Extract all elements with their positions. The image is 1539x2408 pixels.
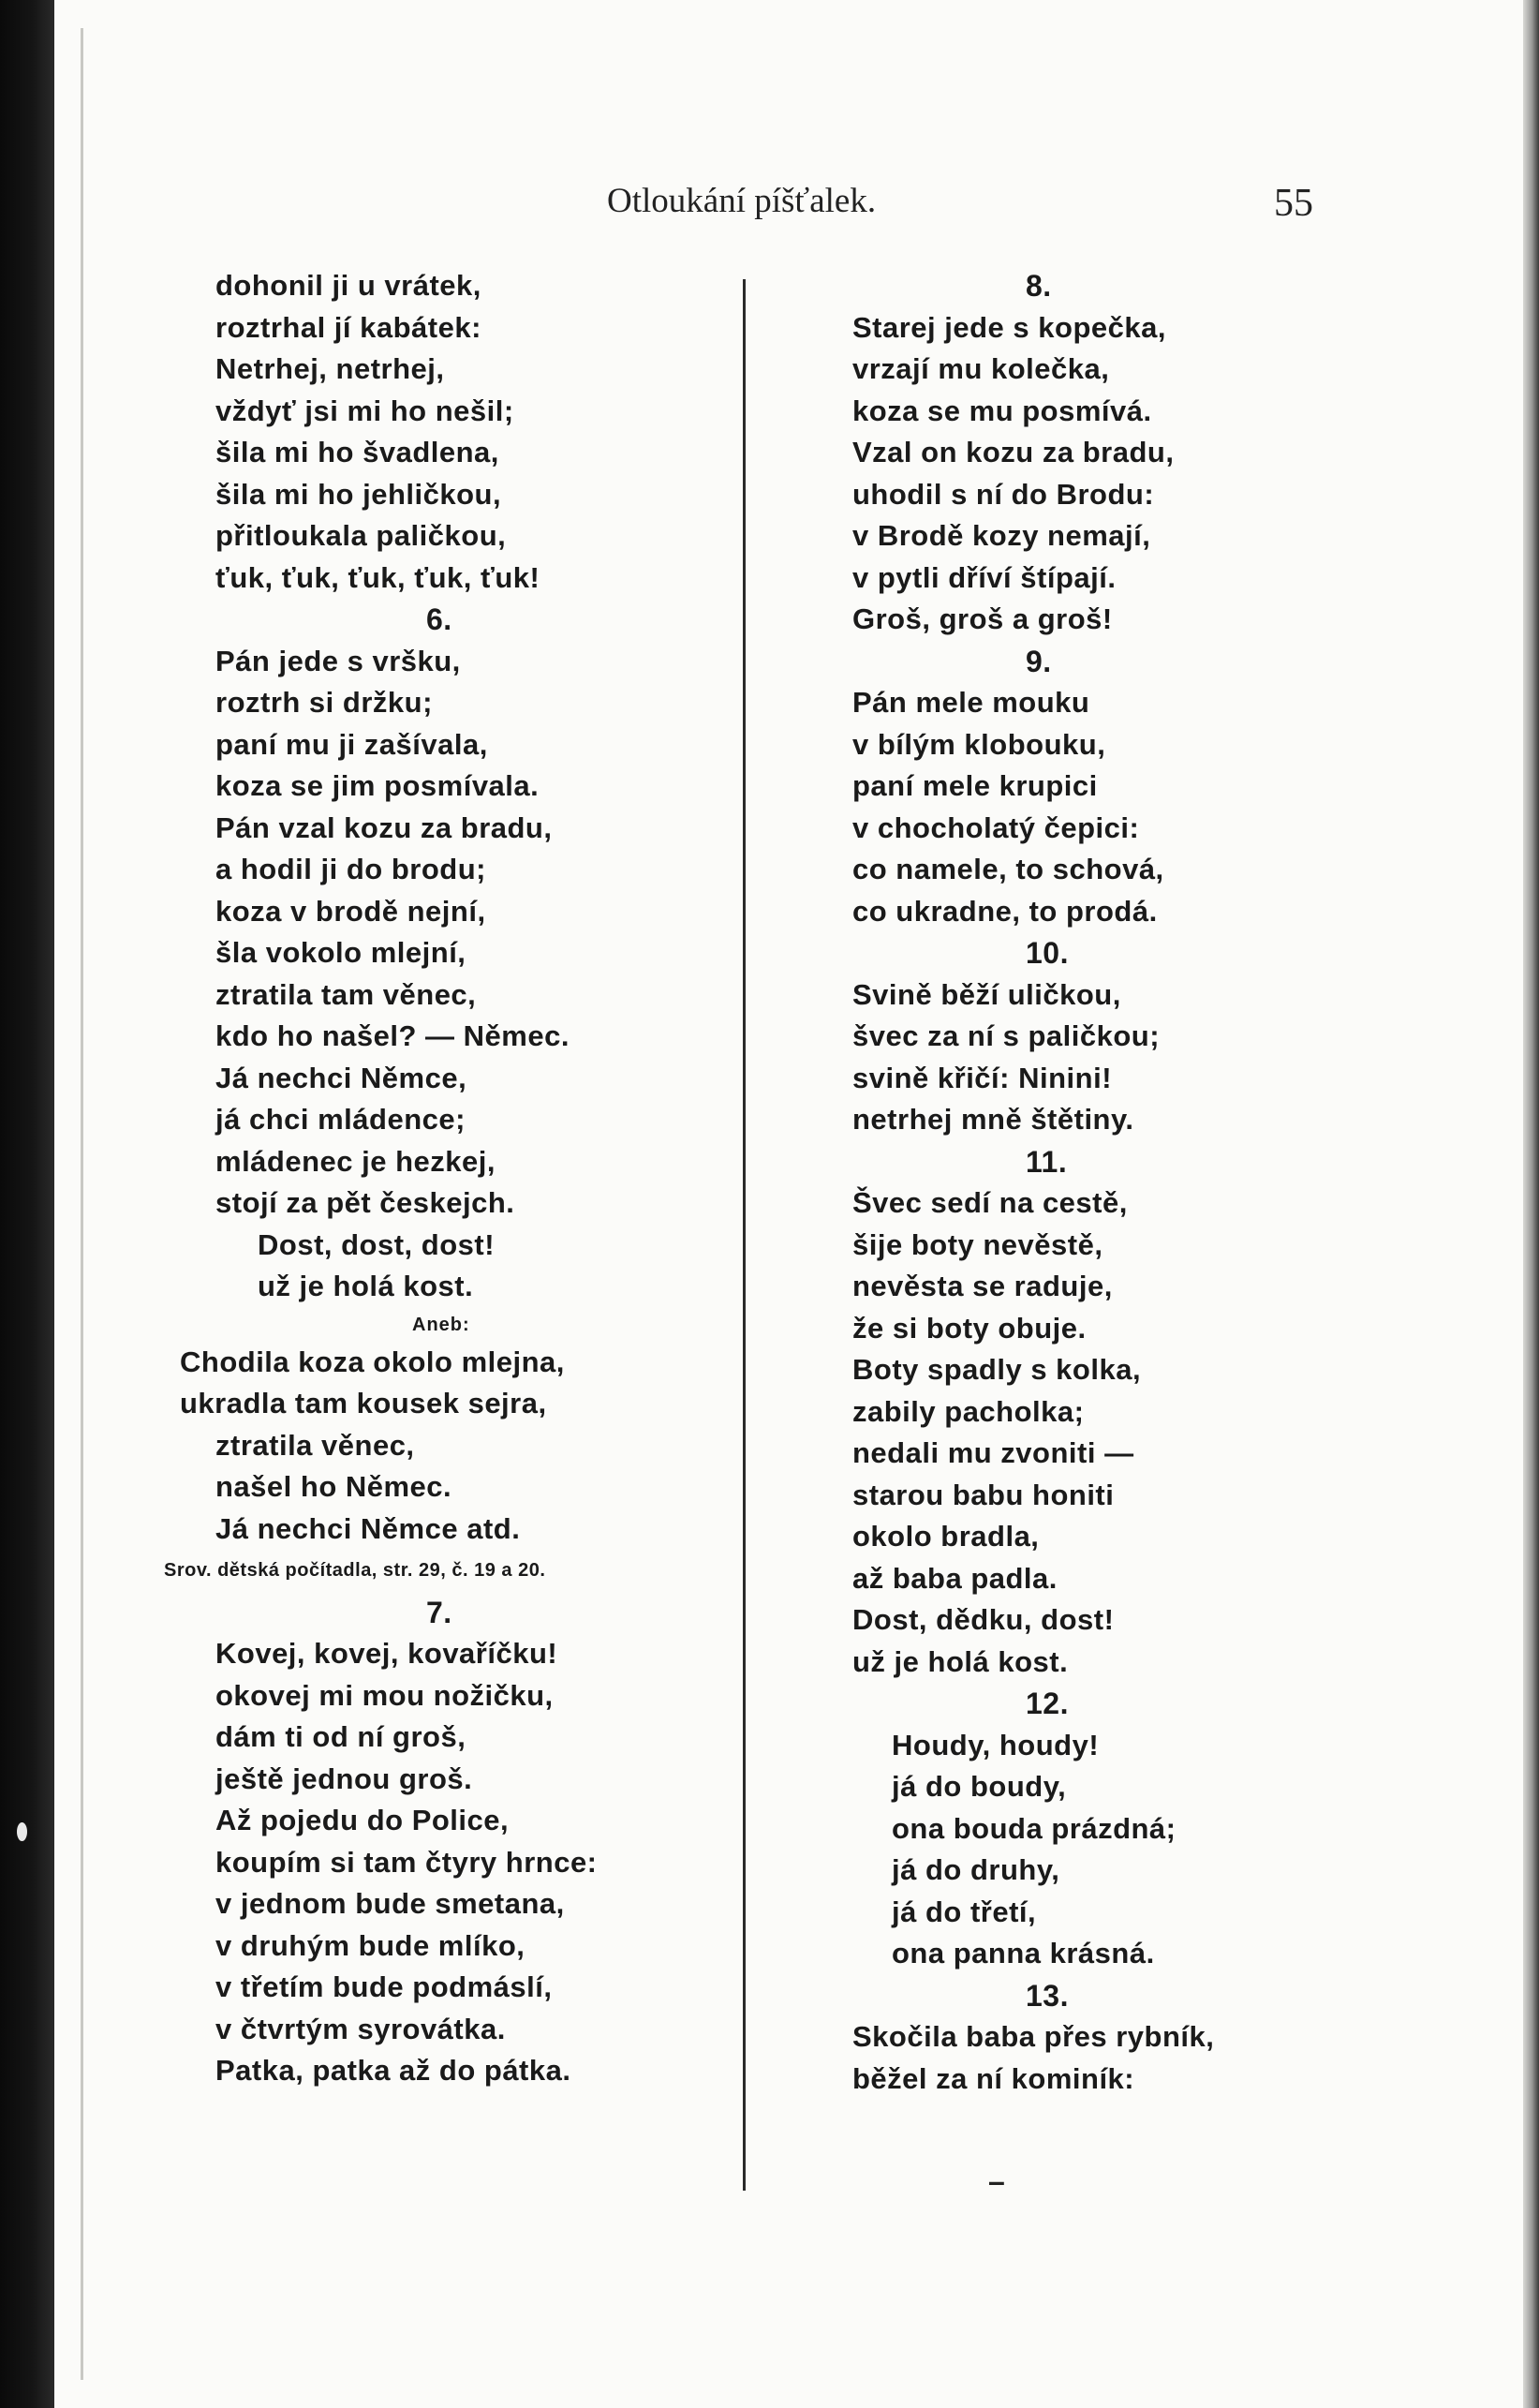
verse-line: šila mi ho švadlena, xyxy=(215,436,499,468)
verse-line: v třetím bude podmáslí, xyxy=(215,1970,553,2003)
verse-line: našel ho Němec. xyxy=(215,1470,452,1503)
verse-line: stojí za pět českejch. xyxy=(215,1186,515,1219)
verse-line: ona bouda prázdná; xyxy=(892,1811,1176,1845)
verse-line: roztrhal jí kabátek: xyxy=(215,310,481,344)
verse-line: šila mi ho jehličkou, xyxy=(215,477,502,511)
stanza-number: 8. xyxy=(1026,269,1052,303)
book-spine-shadow xyxy=(0,0,54,2408)
running-header-title: Otloukání píšťalek. xyxy=(607,182,877,220)
verse-line: vždyť jsi mi ho nešil; xyxy=(215,394,514,427)
verse-line: že si boty obuje. xyxy=(852,1311,1087,1345)
verse-line: Chodila koza okolo mlejna, xyxy=(180,1345,565,1378)
verse-line: koza se jim posmívala. xyxy=(215,769,540,802)
verse-line: Pán mele mouku xyxy=(852,686,1090,719)
verse-line: okolo bradla, xyxy=(852,1520,1040,1553)
verse-line: koza v brodě nejní, xyxy=(215,894,486,928)
verse-line: co ukradne, to prodá. xyxy=(852,894,1158,928)
verse-line: Netrhej, netrhej, xyxy=(215,352,445,385)
verse-line: Pán jede s vršku, xyxy=(215,644,461,677)
margin-speck xyxy=(17,1822,27,1841)
verse-line: Skočila baba přes rybník, xyxy=(852,2020,1215,2053)
verse-line: paní mele krupici xyxy=(852,769,1098,802)
stanza-number: 9. xyxy=(1026,644,1052,678)
verse-line: Boty spadly s kolka, xyxy=(852,1353,1142,1386)
verse-line: a hodil ji do brodu; xyxy=(215,853,486,885)
verse-line: švec za ní s paličkou; xyxy=(852,1019,1161,1052)
verse-line: ukradla tam kousek sejra, xyxy=(180,1387,547,1420)
verse-line: ťuk, ťuk, ťuk, ťuk, ťuk! xyxy=(215,560,540,594)
verse-line: koza se mu posmívá. xyxy=(852,394,1152,427)
verse-line: Já nechci Němce, xyxy=(215,1061,467,1094)
verse-line: Groš, groš a groš! xyxy=(852,602,1113,635)
stanza-number: 6. xyxy=(426,602,452,636)
verse-line: ztratila věnec, xyxy=(215,1428,415,1462)
verse-line: co namele, to schová, xyxy=(852,853,1164,885)
verse-line: netrhej mně štětiny. xyxy=(852,1103,1134,1136)
verse-line: Svině běží uličkou, xyxy=(852,977,1121,1011)
stanza-number: 13. xyxy=(1026,1978,1069,2013)
column-divider-rule xyxy=(743,279,746,2191)
page-edge-shadow xyxy=(1523,0,1539,2408)
verse-line: vrzají mu kolečka, xyxy=(852,352,1110,385)
verse-line: ona panna krásná. xyxy=(892,1937,1155,1970)
verse-line: Švec sedí na cestě, xyxy=(852,1186,1128,1219)
verse-line: Vzal on kozu za bradu, xyxy=(852,436,1175,468)
stanza-number: 10. xyxy=(1026,936,1069,970)
verse-line: nedali mu zvoniti — xyxy=(852,1436,1134,1469)
stanza-number: 12. xyxy=(1026,1687,1069,1720)
page-number: 55 xyxy=(1274,182,1313,225)
verse-line: dohonil ji u vrátek, xyxy=(215,269,481,302)
right-text-column xyxy=(852,265,1339,2100)
cross-reference-note: Srov. dětská počítadla, str. 29, č. 19 a 20. xyxy=(164,1560,546,1581)
verse-line: v bílým klobouku, xyxy=(852,727,1106,761)
verse-line: přitloukala paličkou, xyxy=(215,519,507,552)
verse-line: v pytli dříví štípají. xyxy=(852,560,1117,594)
verse-line: běžel za ní kominík: xyxy=(852,2061,1135,2095)
verse-line: v jednom bude smetana, xyxy=(215,1887,565,1920)
verse-line: svině křičí: Ninini! xyxy=(852,1061,1113,1094)
verse-line: v druhým bude mlíko, xyxy=(215,1928,525,1962)
verse-line: roztrh si držku; xyxy=(215,686,433,719)
verse-line: Starej jede s kopečka, xyxy=(852,310,1166,344)
verse-line: Až pojedu do Police, xyxy=(215,1804,510,1836)
verse-line: už je holá kost. xyxy=(852,1644,1069,1678)
left-text-column xyxy=(164,265,712,2092)
verse-line: starou babu honiti xyxy=(852,1478,1115,1511)
verse-line: já chci mládence; xyxy=(215,1103,466,1136)
verse-line: dám ti od ní groš, xyxy=(215,1720,466,1753)
verse-line: mládenec je hezkej, xyxy=(215,1144,496,1178)
verse-line: okovej mi mou nožičku, xyxy=(215,1678,554,1712)
verse-line: Já nechci Němce atd. xyxy=(215,1511,521,1545)
verse-line: Kovej, kovej, kovaříčku! xyxy=(215,1637,558,1670)
verse-line: Dost, dost, dost! xyxy=(258,1227,496,1261)
verse-line: Pán vzal kozu za bradu, xyxy=(215,810,553,844)
variant-label: Aneb: xyxy=(412,1314,470,1335)
verse-line: uhodil s ní do Brodu: xyxy=(852,477,1155,511)
verse-line: šla vokolo mlejní, xyxy=(215,936,466,969)
verse-line: v Brodě kozy nemají, xyxy=(852,519,1151,552)
verse-line: Houdy, houdy! xyxy=(892,1728,1100,1761)
verse-line: ztratila tam věnec, xyxy=(215,977,477,1011)
verse-line: já do třetí, xyxy=(892,1895,1037,1928)
verse-line: už je holá kost. xyxy=(258,1270,474,1302)
verse-line: paní mu ji zašívala, xyxy=(215,727,488,761)
stanza-number: 7. xyxy=(426,1595,452,1629)
gutter-fold-line xyxy=(81,28,83,2380)
verse-line: já do boudy, xyxy=(892,1770,1067,1803)
verse-line: já do druhy, xyxy=(892,1853,1060,1886)
verse-line: nevěsta se raduje, xyxy=(852,1270,1113,1302)
verse-line: Patka, patka až do pátka. xyxy=(215,2054,571,2087)
verse-line: ještě jednou groš. xyxy=(215,1761,473,1795)
stanza-number: 11. xyxy=(1026,1144,1068,1179)
catchword: – xyxy=(988,2164,1005,2198)
verse-line: v čtvrtým syrovátka. xyxy=(215,2012,506,2045)
verse-line: zabily pacholka; xyxy=(852,1394,1085,1428)
verse-line: až baba padla. xyxy=(852,1561,1058,1595)
verse-line: v chocholatý čepici: xyxy=(852,810,1140,844)
verse-line: koupím si tam čtyry hrnce: xyxy=(215,1845,598,1879)
verse-line: kdo ho našel? — Němec. xyxy=(215,1019,570,1052)
verse-line: Dost, dědku, dost! xyxy=(852,1603,1115,1636)
verse-line: šije boty nevěstě, xyxy=(852,1227,1103,1261)
